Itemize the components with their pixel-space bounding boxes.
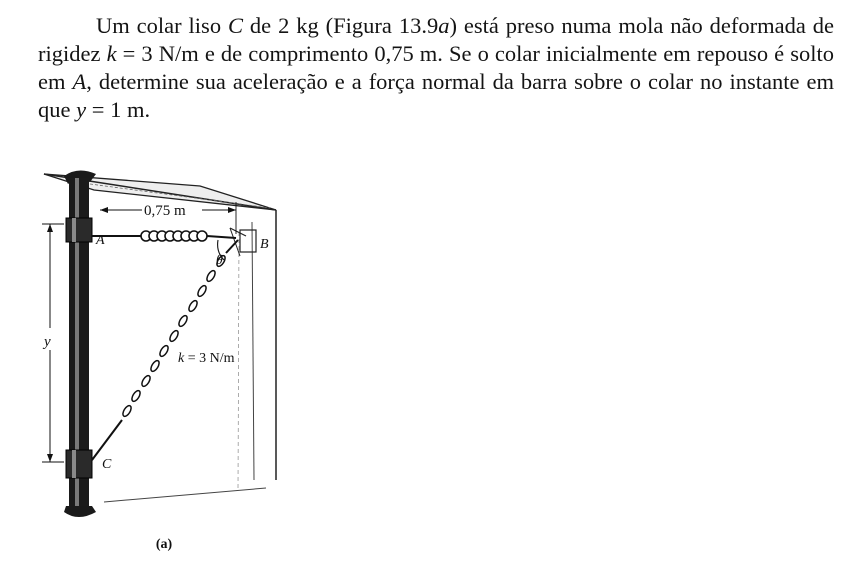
figure-drawing [30, 160, 290, 570]
collar-c [66, 450, 92, 478]
label-b: B [260, 237, 269, 252]
label-y: y [44, 334, 51, 350]
problem-paragraph: Um colar liso C de 2 kg (Figura 13.9a) está preso numa mola não deformada de rigidez k = 3 N/m e de comprimento 0,75 m. Se o colar inicialmente em repouso é solto em A, determine sua aceleração e a força normal da barra sobre o colar no instante em que y = 1 m. [38, 13, 834, 122]
var-y: y [76, 97, 87, 122]
var-a-point: A [72, 69, 87, 94]
label-k-value: = 3 N/m [184, 351, 235, 366]
spring-diagonal [92, 240, 238, 460]
spring-horizontal [92, 231, 236, 241]
label-theta: θ [216, 253, 223, 268]
var-a: a [438, 13, 450, 38]
figure-caption: (a) [155, 537, 173, 552]
collar-a [66, 218, 92, 242]
label-a: A [96, 233, 105, 248]
figure-13-9a [30, 160, 290, 570]
dim-length-label: 0,75 m [144, 203, 186, 219]
var-c: C [227, 13, 243, 38]
problem-statement [38, 12, 834, 124]
var-k: k [106, 41, 117, 66]
label-c: C [102, 457, 112, 472]
label-spring-stiffness [178, 351, 235, 366]
label-k-var: k [178, 351, 185, 366]
